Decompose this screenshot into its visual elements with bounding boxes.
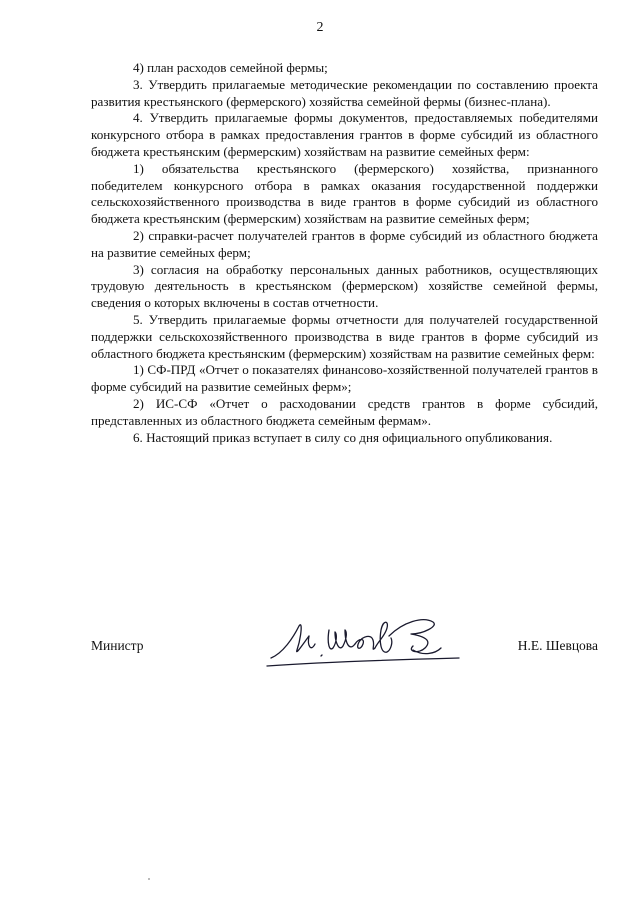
page-number: 2 [316, 20, 324, 35]
paragraph: 3) согласия на обработку персональных данных работников, осуществляющих трудовую деятельность в крестьянском (фермерском) хозяйстве семейной фермы, сведения о которых включены в состав отчетности. [91, 261, 598, 311]
signature-block [91, 608, 598, 668]
paragraph: 4) план расходов семейной фермы; [133, 60, 328, 75]
paragraph: 1) СФ-ПРД «Отчет о показателях финансово-хозяйственной получателей грантов в форме субсидий на развитие семейных ферм»; [91, 362, 598, 395]
paragraph: 6. Настоящий приказ вступает в силу со дня официального опубликования. [133, 429, 553, 445]
handwritten-signature [263, 608, 463, 668]
paragraph: 1) обязательства крестьянского (фермерского) хозяйства, признанного победителем конкурсного отбора в рамках оказания государственной поддержки сельскохозяйственного производства в виде грантов в форме субсидий из областного бюджета крестьянским (фермерским) хозяйствам на развитие семейных ферм; [91, 160, 598, 227]
paragraph: 2) справки-расчет получателей грантов в форме субсидий из областного бюджета на развитие семейных ферм; [91, 227, 598, 260]
paragraph: 4. Утвердить прилагаемые формы документов, предоставляемых победителями конкурсного отбора в рамках предоставления грантов в форме субсидий из областного бюджета крестьянским (фермерским) хозяйствам на развитие семейных ферм: [91, 110, 598, 159]
document-body [91, 60, 598, 446]
paragraph: 3. Утвердить прилагаемые методические рекомендации по составлению проекта развития крестьянского (фермерского) хозяйства семейной фермы (бизнес-плана). [91, 76, 598, 109]
scan-speck [148, 878, 150, 880]
paragraph: 2) ИС-СФ «Отчет о расходовании средств грантов в форме субсидий, представленных из областного бюджета семейным фермам». [91, 395, 598, 428]
paragraph: 5. Утвердить прилагаемые формы отчетности для получателей государственной поддержки сельскохозяйственного производства в виде грантов в форме субсидий из областного бюджета крестьянским (фермерским) хозяйствам на развитие семейных ферм: [91, 311, 598, 361]
signer-name: Н.Е. Шевцова [517, 638, 598, 653]
signer-title: Министр [91, 638, 144, 653]
